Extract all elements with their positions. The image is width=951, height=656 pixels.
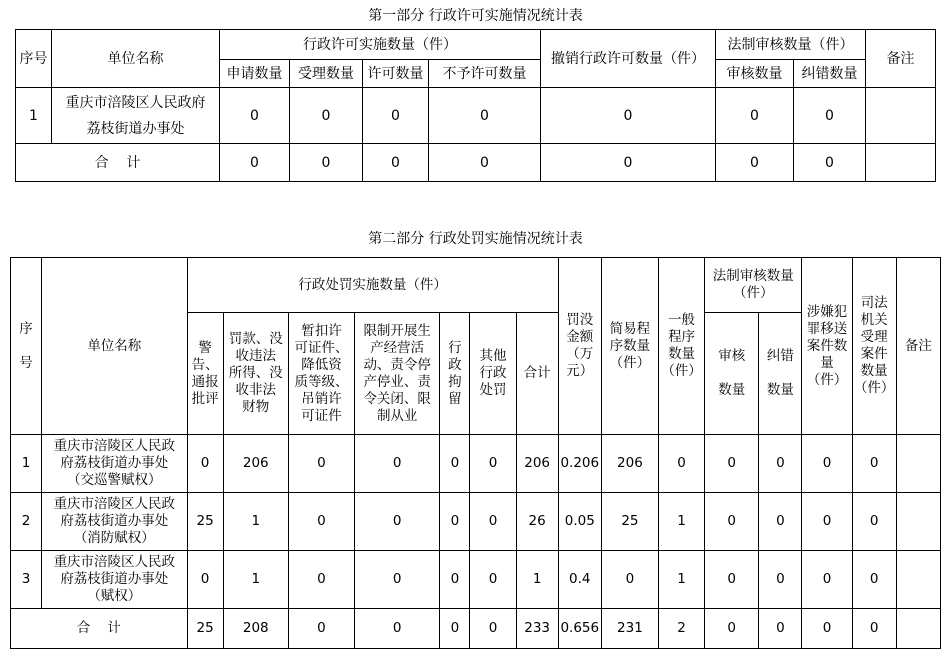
penalty-cell-restrict: 0 [355, 551, 440, 609]
penalty-cell-fine: 206 [223, 435, 288, 493]
penalty-cell-seq: 3 [11, 551, 42, 609]
penalty-header-amount: 罚没 金额 （万 元） [558, 258, 601, 435]
permit-total-apply: 0 [220, 144, 290, 182]
table-row [11, 435, 941, 493]
penalty-cell-warn: 0 [187, 435, 223, 493]
permit-cell-permit: 0 [363, 88, 429, 144]
permit-cell-remark [866, 88, 936, 144]
penalty-cell-general: 1 [659, 551, 705, 609]
penalty-total-restrict: 0 [355, 609, 440, 649]
penalty-cell-unit: 重庆市涪陵区人民政 府荔枝街道办事处 （赋权） [42, 551, 187, 609]
penalty-header-subtotal: 合计 [516, 313, 558, 435]
penalty-header-impl-group: 行政处罚实施数量（件） [187, 258, 558, 313]
permit-header-review-group: 法制审核数量（件） [716, 30, 866, 60]
permit-header-correct: 纠错数量 [794, 60, 866, 88]
table-row [16, 88, 936, 144]
penalty-cell-correct: 0 [759, 493, 802, 551]
penalty-header-general: 一般 程序 数量 （件） [659, 258, 705, 435]
permit-total-revoke: 0 [541, 144, 716, 182]
permit-cell-correct: 0 [794, 88, 866, 144]
penalty-cell-review: 0 [705, 493, 759, 551]
penalty-cell-suspend: 0 [288, 435, 354, 493]
penalty-cell-correct: 0 [759, 551, 802, 609]
permit-cell-apply: 0 [220, 88, 290, 144]
penalty-cell-subtotal: 206 [516, 435, 558, 493]
penalty-total-label: 合 计 [11, 609, 188, 649]
penalty-cell-seq: 1 [11, 435, 42, 493]
penalty-cell-unit: 重庆市涪陵区人民政 府荔枝街道办事处 （消防赋权） [42, 493, 187, 551]
penalty-cell-fine: 1 [223, 551, 288, 609]
penalty-cell-seq: 2 [11, 493, 42, 551]
penalty-header-restrict: 限制开展生 产经营活 动、责令停 产停业、责 令关闭、限 制从业 [355, 313, 440, 435]
penalty-total-suspend: 0 [288, 609, 354, 649]
penalty-cell-remark [896, 493, 940, 551]
penalty-cell-restrict: 0 [355, 435, 440, 493]
penalty-cell-remark [896, 551, 940, 609]
penalty-cell-detain: 0 [440, 493, 470, 551]
penalty-header-correct: 纠错 数量 [759, 313, 802, 435]
penalty-total-fine: 208 [223, 609, 288, 649]
penalty-cell-amount: 0.05 [558, 493, 601, 551]
penalty-cell-suspend: 0 [288, 551, 354, 609]
permit-cell-revoke: 0 [541, 88, 716, 144]
penalty-total-amount: 0.656 [558, 609, 601, 649]
penalty-cell-suspend: 0 [288, 493, 354, 551]
part2-title: 第二部分 行政处罚实施情况统计表 [368, 231, 583, 247]
penalty-total-remark [896, 609, 940, 649]
penalty-header-review: 审核 数量 [705, 313, 759, 435]
penalty-cell-judicial: 0 [852, 493, 896, 551]
permit-total-accept: 0 [290, 144, 363, 182]
penalty-total-judicial: 0 [852, 609, 896, 649]
permit-total-label: 合 计 [16, 144, 220, 182]
penalty-cell-detain: 0 [440, 435, 470, 493]
penalty-cell-transfer: 0 [802, 551, 852, 609]
permit-header-seq: 序号 [16, 30, 52, 88]
penalty-header-warn: 警 告、 通报 批评 [187, 313, 223, 435]
penalty-header-detain: 行 政 拘 留 [440, 313, 470, 435]
penalty-header-suspend: 暂扣许 可证件、 降低资 质等级、 吊销许 可证件 [288, 313, 354, 435]
penalty-total-other: 0 [470, 609, 516, 649]
penalty-header-seq: 序 号 [11, 258, 42, 435]
penalty-cell-general: 1 [659, 493, 705, 551]
penalty-cell-subtotal: 1 [516, 551, 558, 609]
penalty-cell-amount: 0.4 [558, 551, 601, 609]
permit-cell-unit: 重庆市涪陵区人民政府 荔枝街道办事处 [52, 88, 220, 144]
permit-header-revoke: 撤销行政许可数量（件） [541, 30, 716, 88]
penalty-cell-transfer: 0 [802, 435, 852, 493]
penalty-cell-restrict: 0 [355, 493, 440, 551]
permit-total-permit: 0 [363, 144, 429, 182]
permit-total-review: 0 [716, 144, 794, 182]
penalty-cell-amount: 0.206 [558, 435, 601, 493]
permit-cell-seq: 1 [16, 88, 52, 144]
penalty-cell-simple: 0 [601, 551, 658, 609]
permit-total-remark [866, 144, 936, 182]
permit-header-permit: 许可数量 [363, 60, 429, 88]
penalty-cell-remark [896, 435, 940, 493]
table-row [11, 493, 941, 551]
penalty-table [10, 257, 941, 649]
penalty-cell-detain: 0 [440, 551, 470, 609]
permit-header-unit: 单位名称 [52, 30, 220, 88]
permit-header-impl-group: 行政许可实施数量（件） [220, 30, 541, 60]
penalty-cell-review: 0 [705, 551, 759, 609]
penalty-cell-transfer: 0 [802, 493, 852, 551]
penalty-cell-other: 0 [470, 551, 516, 609]
penalty-cell-judicial: 0 [852, 551, 896, 609]
penalty-cell-other: 0 [470, 435, 516, 493]
penalty-total-subtotal: 233 [516, 609, 558, 649]
penalty-total-correct: 0 [759, 609, 802, 649]
penalty-header-transfer: 涉嫌犯 罪移送 案件数 量（件） [802, 258, 852, 435]
permit-table [15, 29, 936, 182]
penalty-cell-simple: 25 [601, 493, 658, 551]
penalty-cell-unit: 重庆市涪陵区人民政 府荔枝街道办事处 （交巡警赋权） [42, 435, 187, 493]
penalty-total-simple: 231 [601, 609, 658, 649]
penalty-total-general: 2 [659, 609, 705, 649]
table-row-total [11, 609, 941, 649]
permit-header-review: 审核数量 [716, 60, 794, 88]
permit-total-correct: 0 [794, 144, 866, 182]
penalty-header-judicial: 司法 机关 受理 案件 数量 （件） [852, 258, 896, 435]
penalty-cell-fine: 1 [223, 493, 288, 551]
part1-title: 第一部分 行政许可实施情况统计表 [368, 8, 583, 24]
permit-header-apply: 申请数量 [220, 60, 290, 88]
permit-header-remark: 备注 [866, 30, 936, 88]
permit-cell-deny: 0 [429, 88, 541, 144]
table-row-total [16, 144, 936, 182]
penalty-cell-correct: 0 [759, 435, 802, 493]
penalty-header-review-group: 法制审核数量 （件） [705, 258, 802, 313]
penalty-header-fine: 罚款、没 收违法 所得、没 收非法 财物 [223, 313, 288, 435]
penalty-total-review: 0 [705, 609, 759, 649]
permit-header-accept: 受理数量 [290, 60, 363, 88]
penalty-cell-judicial: 0 [852, 435, 896, 493]
penalty-header-simple: 简易程 序数量 （件） [601, 258, 658, 435]
penalty-total-warn: 25 [187, 609, 223, 649]
penalty-total-transfer: 0 [802, 609, 852, 649]
penalty-header-unit: 单位名称 [42, 258, 187, 435]
penalty-cell-simple: 206 [601, 435, 658, 493]
penalty-header-remark: 备注 [896, 258, 940, 435]
penalty-cell-general: 0 [659, 435, 705, 493]
penalty-cell-subtotal: 26 [516, 493, 558, 551]
penalty-total-detain: 0 [440, 609, 470, 649]
permit-header-deny: 不予许可数量 [429, 60, 541, 88]
penalty-cell-warn: 0 [187, 551, 223, 609]
penalty-header-other: 其他 行政 处罚 [470, 313, 516, 435]
permit-total-deny: 0 [429, 144, 541, 182]
penalty-cell-review: 0 [705, 435, 759, 493]
permit-cell-accept: 0 [290, 88, 363, 144]
penalty-cell-warn: 25 [187, 493, 223, 551]
penalty-cell-other: 0 [470, 493, 516, 551]
table-row [11, 551, 941, 609]
permit-cell-review: 0 [716, 88, 794, 144]
